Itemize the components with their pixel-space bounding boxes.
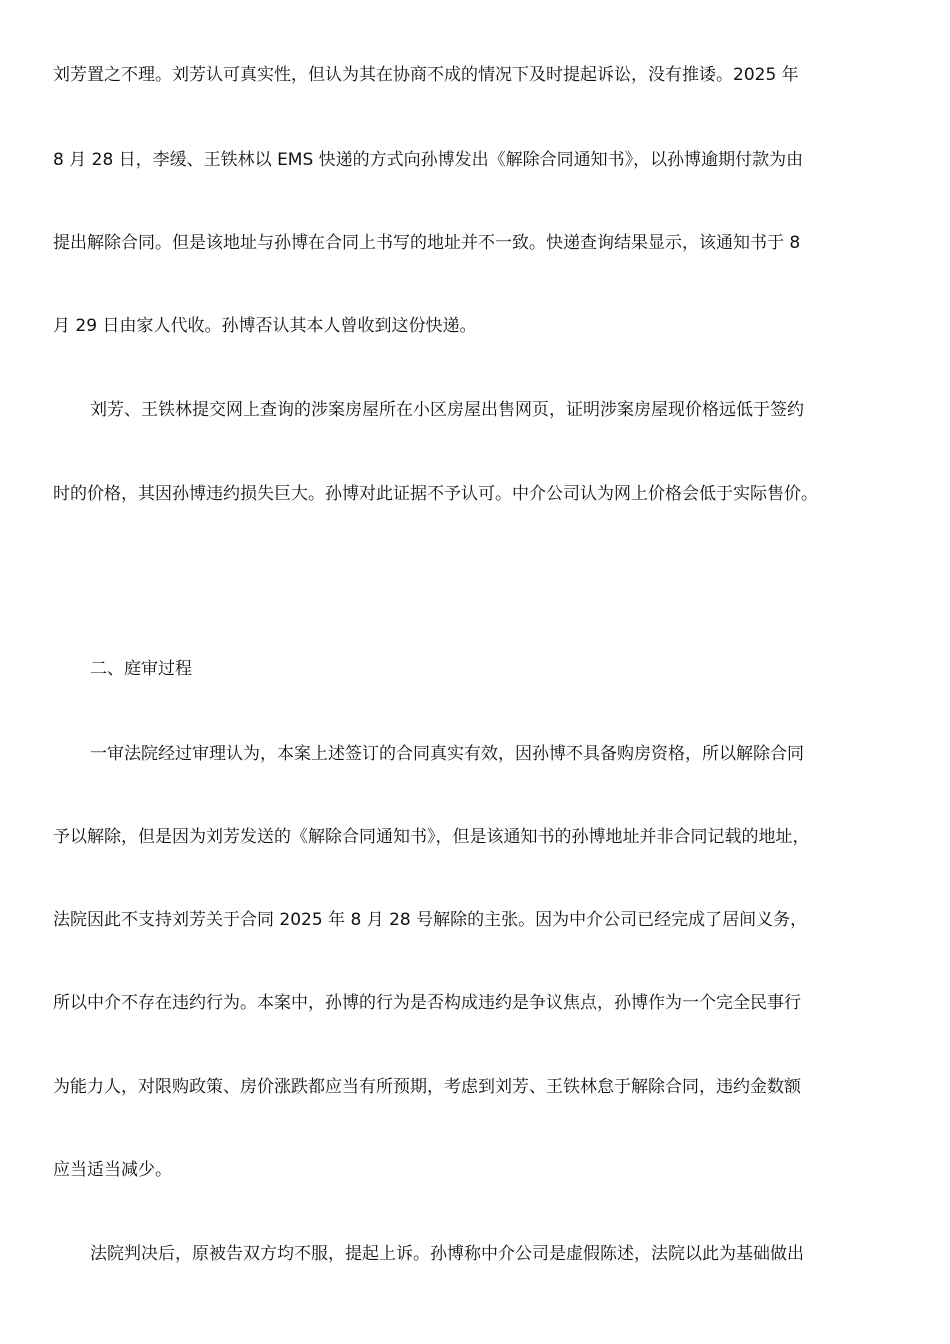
paragraph-line: 刘芳置之不理。刘芳认可真实性，但认为其在协商不成的情况下及时提起诉讼，没有推诿。2025 年 [53,65,799,85]
paragraph-line: 月 29 日由家人代收。孙博否认其本人曾收到这份快递。 [53,316,477,336]
paragraph-line: 应当适当减少。 [53,1160,172,1180]
paragraph-line: 为能力人，对限购政策、房价涨跌都应当有所预期，考虑到刘芳、王铁林怠于解除合同，违约金数额 [53,1077,801,1097]
paragraph-line: 所以中介不存在违约行为。本案中，孙博的行为是否构成违约是争议焦点，孙博作为一个完全民事行 [53,993,801,1013]
paragraph-line: 刘芳、王铁林提交网上查询的涉案房屋所在小区房屋出售网页，证明涉案房屋现价格远低于签约 [90,400,804,420]
paragraph-line: 法院因此不支持刘芳关于合同 2025 年 8 月 28 号解除的主张。因为中介公司已经完成了居间义务， [53,910,808,930]
paragraph-line: 予以解除，但是因为刘芳发送的《解除合同通知书》，但是该通知书的孙博地址并非合同记载的地址， [53,827,810,847]
paragraph-line: 时的价格，其因孙博违约损失巨大。孙博对此证据不予认可。中介公司认为网上价格会低于实际售价。 [53,484,818,504]
paragraph-line: 一审法院经过审理认为，本案上述签订的合同真实有效，因孙博不具备购房资格，所以解除合同 [90,744,804,764]
paragraph-line: 法院判决后，原被告双方均不服，提起上诉。孙博称中介公司是虚假陈述，法院以此为基础做出 [90,1244,804,1264]
paragraph-line: 8 月 28 日，李缓、王铁林以 EMS 快递的方式向孙博发出《解除合同通知书》，以孙博逾期付款为由 [53,150,804,170]
section-heading: 二、庭审过程 [90,659,192,679]
paragraph-line: 提出解除合同。但是该地址与孙博在合同上书写的地址并不一致。快递查询结果显示，该通知书于 8 [53,233,801,253]
